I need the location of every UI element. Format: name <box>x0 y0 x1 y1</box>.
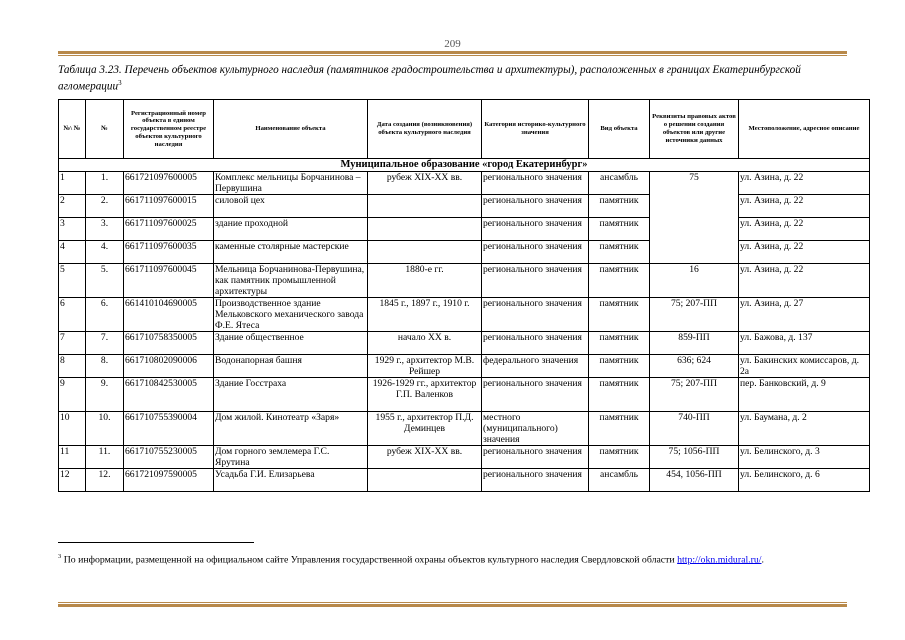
cell-object-name: Комплекс мельницы Борчанинова – Первушина <box>214 172 368 195</box>
cell-date: рубеж XIX-XX вв. <box>368 172 482 195</box>
cell-registry-number: 661721097600005 <box>124 172 214 195</box>
cell-address: ул. Азина, д. 22 <box>739 264 870 298</box>
header-cell: Наименование объекта <box>214 100 368 159</box>
cell-index: 3 <box>59 218 86 241</box>
table-row <box>59 195 870 218</box>
cell-object-name: Дом жилой. Кинотеатр «Заря» <box>214 412 368 446</box>
cell-date <box>368 241 482 264</box>
cell-date <box>368 218 482 241</box>
cell-registry-number: 661710842530005 <box>124 378 214 412</box>
cell-legal-acts: 16 <box>650 264 739 298</box>
cell-address: ул. Бакинских комиссаров, д. 2а <box>739 355 870 378</box>
cell-registry-number: 661711097600015 <box>124 195 214 218</box>
cell-index: 10 <box>59 412 86 446</box>
cell-registry-number: 661710755390004 <box>124 412 214 446</box>
cell-category: регионального значения <box>482 469 589 492</box>
cell-type: памятник <box>589 298 650 332</box>
table-caption <box>58 64 848 94</box>
cell-address: ул. Азина, д. 22 <box>739 172 870 195</box>
header-cell: Категория историко-культурного значения <box>482 100 589 159</box>
cell-object-name: здание проходной <box>214 218 368 241</box>
cell-type: ансамбль <box>589 172 650 195</box>
cell-category: регионального значения <box>482 332 589 355</box>
cell-number: 12. <box>86 469 124 492</box>
cell-address: ул. Бажова, д. 137 <box>739 332 870 355</box>
cell-index: 4 <box>59 241 86 264</box>
footnote-separator <box>58 542 254 543</box>
cell-legal-acts <box>650 195 739 218</box>
caption-text: Таблица 3.23. Перечень объектов культурного наследия (памятников градостроительства и архитектуры), расположенных в границах Екатеринбургской агломерации <box>58 64 801 93</box>
cell-object-name: Дом горного землемера Г.С. Ярутина <box>214 446 368 469</box>
cell-type: памятник <box>589 218 650 241</box>
cell-category: регионального значения <box>482 378 589 412</box>
cell-date: 1926-1929 гг., архитектор Г.П. Валенков <box>368 378 482 412</box>
cell-legal-acts: 859-ПП <box>650 332 739 355</box>
cell-object-name: каменные столярные мастерские <box>214 241 368 264</box>
cell-address: ул. Азина, д. 22 <box>739 195 870 218</box>
cell-date <box>368 469 482 492</box>
cell-legal-acts: 75 <box>650 172 739 195</box>
cell-category: регионального значения <box>482 264 589 298</box>
cell-index: 11 <box>59 446 86 469</box>
cell-type: ансамбль <box>589 469 650 492</box>
cell-category: регионального значения <box>482 298 589 332</box>
cell-registry-number: 661721097590005 <box>124 469 214 492</box>
cell-object-name: Производственное здание Мельковского механического завода Ф.Е. Ятеса <box>214 298 368 332</box>
cell-legal-acts: 454, 1056-ПП <box>650 469 739 492</box>
footer-rule <box>58 604 847 607</box>
section-row <box>59 159 870 172</box>
cell-address: ул. Азина, д. 22 <box>739 241 870 264</box>
header-cell: Вид объекта <box>589 100 650 159</box>
cell-date: 1845 г., 1897 г., 1910 г. <box>368 298 482 332</box>
cell-registry-number: 661710802090006 <box>124 355 214 378</box>
footnote <box>58 551 858 566</box>
cell-legal-acts: 740-ПП <box>650 412 739 446</box>
cell-type: памятник <box>589 195 650 218</box>
cell-category: местного (муниципального) значения <box>482 412 589 446</box>
header-cell: Регистрационный номер объекта в едином государственном реестре объектов культурного наследия <box>124 100 214 159</box>
cell-category: федерального значения <box>482 355 589 378</box>
cell-date: 1929 г., архитектор М.В. Рейшер <box>368 355 482 378</box>
cell-type: памятник <box>589 355 650 378</box>
heritage-objects-table <box>58 99 870 492</box>
header-cell: №\ № <box>59 100 86 159</box>
cell-address: ул. Баумана, д. 2 <box>739 412 870 446</box>
cell-object-name: Здание общественное <box>214 332 368 355</box>
table-row <box>59 298 870 332</box>
cell-number: 11. <box>86 446 124 469</box>
cell-legal-acts <box>650 218 739 241</box>
cell-date: рубеж XIX-XX вв. <box>368 446 482 469</box>
cell-index: 1 <box>59 172 86 195</box>
table-row <box>59 469 870 492</box>
table-row <box>59 218 870 241</box>
cell-object-name: Водонапорная башня <box>214 355 368 378</box>
cell-number: 3. <box>86 218 124 241</box>
table-row <box>59 264 870 298</box>
page-number: 209 <box>444 38 461 50</box>
table-header-row <box>59 100 870 159</box>
cell-number: 4. <box>86 241 124 264</box>
cell-index: 6 <box>59 298 86 332</box>
cell-type: памятник <box>589 264 650 298</box>
table-row <box>59 332 870 355</box>
cell-number: 7. <box>86 332 124 355</box>
table-row <box>59 378 870 412</box>
cell-number: 5. <box>86 264 124 298</box>
cell-address: ул. Белинского, д. 6 <box>739 469 870 492</box>
cell-type: памятник <box>589 446 650 469</box>
cell-address: пер. Банковский, д. 9 <box>739 378 870 412</box>
cell-registry-number: 661710755230005 <box>124 446 214 469</box>
cell-registry-number: 661711097600035 <box>124 241 214 264</box>
cell-registry-number: 661710758350005 <box>124 332 214 355</box>
cell-date: начало XX в. <box>368 332 482 355</box>
cell-index: 9 <box>59 378 86 412</box>
cell-legal-acts <box>650 241 739 264</box>
cell-type: памятник <box>589 332 650 355</box>
cell-index: 12 <box>59 469 86 492</box>
cell-category: регионального значения <box>482 218 589 241</box>
cell-registry-number: 661410104690005 <box>124 298 214 332</box>
header-rule-thin <box>58 55 847 56</box>
cell-index: 8 <box>59 355 86 378</box>
cell-index: 5 <box>59 264 86 298</box>
footnote-end: . <box>761 554 764 566</box>
caption-footnote-ref: 3 <box>118 79 122 87</box>
cell-address: ул. Белинского, д. 3 <box>739 446 870 469</box>
cell-number: 9. <box>86 378 124 412</box>
cell-object-name: силовой цех <box>214 195 368 218</box>
cell-registry-number: 661711097600025 <box>124 218 214 241</box>
cell-date: 1955 г., архитектор П.Д. Деминцев <box>368 412 482 446</box>
cell-date <box>368 195 482 218</box>
cell-object-name: Мельница Борчанинова-Первушина, как памятник промышленной архитектуры <box>214 264 368 298</box>
cell-category: регионального значения <box>482 195 589 218</box>
header-rule <box>58 51 847 54</box>
cell-number: 8. <box>86 355 124 378</box>
table-row <box>59 412 870 446</box>
cell-index: 7 <box>59 332 86 355</box>
cell-registry-number: 661711097600045 <box>124 264 214 298</box>
footnote-link[interactable]: http://okn.midural.ru/ <box>677 554 762 566</box>
header-cell: Реквизиты правовых актов о решении создания объектов или другие источники данных <box>650 100 739 159</box>
cell-type: памятник <box>589 412 650 446</box>
cell-number: 1. <box>86 172 124 195</box>
cell-legal-acts: 636; 624 <box>650 355 739 378</box>
table-row <box>59 241 870 264</box>
cell-number: 6. <box>86 298 124 332</box>
cell-object-name: Усадьба Г.И. Елизарьева <box>214 469 368 492</box>
table-row <box>59 446 870 469</box>
cell-legal-acts: 75; 207-ПП <box>650 298 739 332</box>
footnote-text: По информации, размещенной на официальном сайте Управления государственной охраны объектов культурного наследия Свердловской области <box>63 554 675 566</box>
cell-date: 1880-е гг. <box>368 264 482 298</box>
header-cell: Местоположение, адресное описание <box>739 100 870 159</box>
table-row <box>59 355 870 378</box>
header-cell: № <box>86 100 124 159</box>
cell-number: 2. <box>86 195 124 218</box>
cell-type: памятник <box>589 241 650 264</box>
cell-address: ул. Азина, д. 27 <box>739 298 870 332</box>
cell-object-name: Здание Госстраха <box>214 378 368 412</box>
cell-address: ул. Азина, д. 22 <box>739 218 870 241</box>
cell-category: регионального значения <box>482 241 589 264</box>
cell-type: памятник <box>589 378 650 412</box>
cell-legal-acts: 75; 1056-ПП <box>650 446 739 469</box>
header-cell: Дата создания (возникновения) объекта культурного наследия <box>368 100 482 159</box>
footer-rule-thin <box>58 602 847 603</box>
cell-legal-acts: 75; 207-ПП <box>650 378 739 412</box>
footnote-marker: 3 <box>58 553 62 560</box>
cell-category: регионального значения <box>482 446 589 469</box>
cell-category: регионального значения <box>482 172 589 195</box>
table-row <box>59 172 870 195</box>
section-title: Муниципальное образование «город Екатеринбург» <box>59 159 870 172</box>
cell-number: 10. <box>86 412 124 446</box>
cell-index: 2 <box>59 195 86 218</box>
